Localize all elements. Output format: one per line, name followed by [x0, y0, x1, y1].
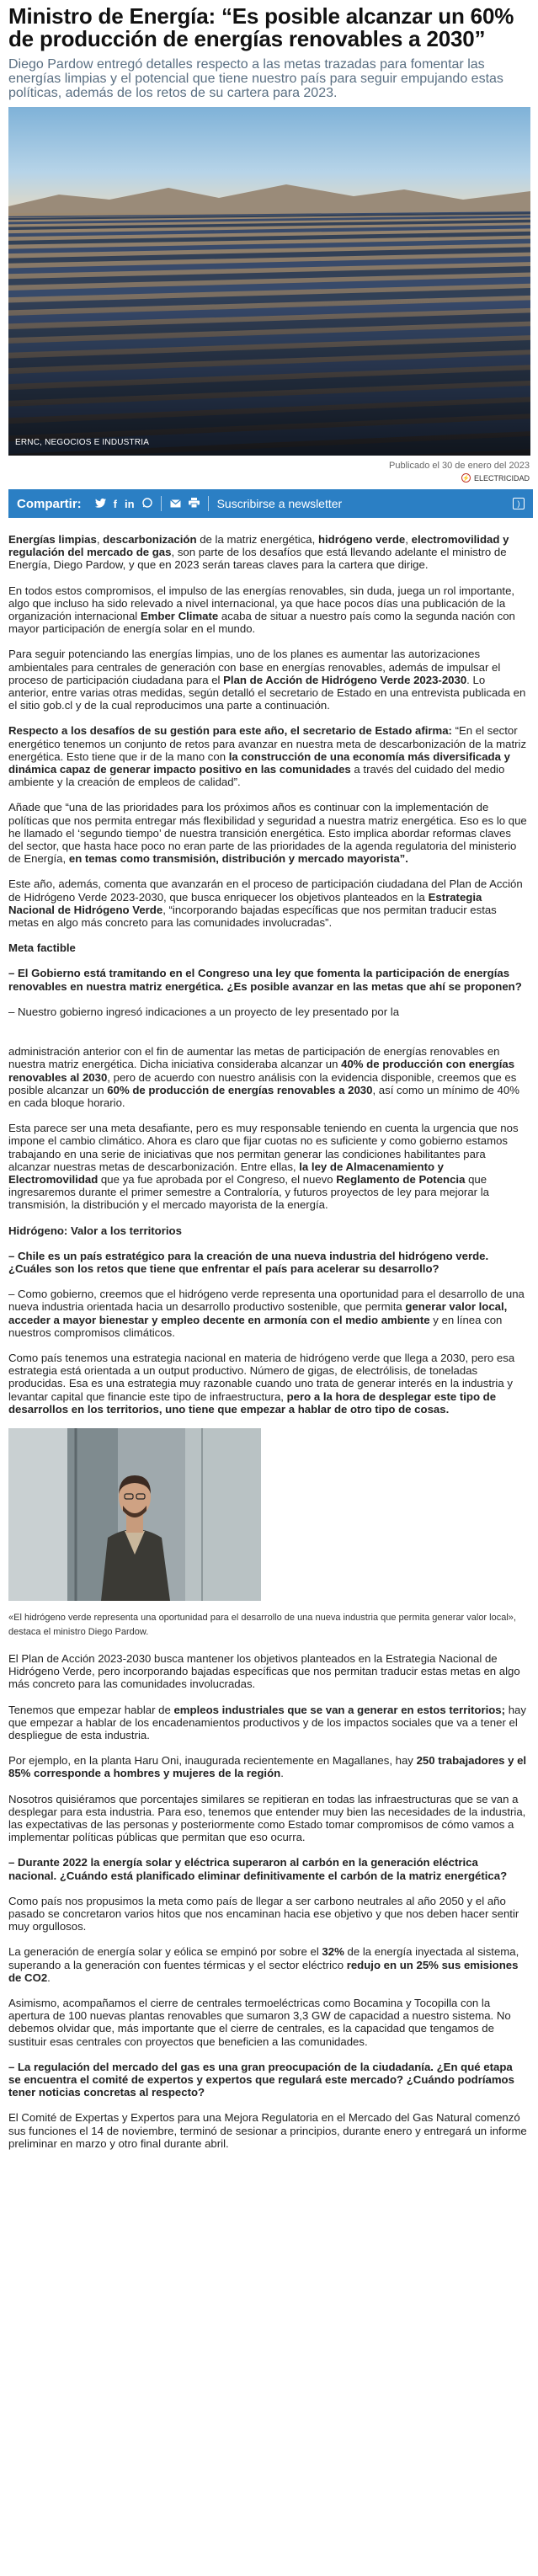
image-category-tag: ERNC, NEGOCIOS E INDUSTRIA: [15, 438, 150, 447]
paragraph-14: Asimismo, acompañamos el cierre de centrales termoeléctricas como Bocamina y Tocopilla con la apertura de 100 nuevas plantas renovables que sumaron 3,3 GW de capacidad a nuestro sistema. No debemos olvidar que, más importante que el cierre de centrales, es la capacidad que tengamos de sustituir esas centrales con proyectos que beneficien a las comunidades.: [8, 1997, 511, 2048]
share-label: Compartir:: [17, 496, 82, 511]
paragraph-5: Añade que “una de las prioridades para los próximos años es continuar con la implementación de políticas que nos permita entregar más flexibilidad y seguridad a nuestra matriz energética. Eso es lo que he llamado el ‘segundo tiempo’ de nuestra transición energética. Esto implica abordar reformas claves del sector, que hasta hace poco no eran parte de las prioridades de la agenda regulatoria del ministerio de Energía, en temas como transmisión, distribución y mercado mayorista”.: [8, 801, 527, 866]
paragraph-3: Para seguir potenciando las energías limpias, uno de los planes es aumentar las autorizaciones ambientales para centrales de generación con base en energías renovables, además de impulsar el proceso de participación ciudadana para el Plan de Acción de Hidrógeno Verde 2023-2030. Lo anterior, entre varias otras medidas, según detalló el secretario de Estado en una entrevista publicada en el sitio gob.cl y de la cual reproducimos una parte a continuación.: [8, 648, 526, 712]
portrait-caption: «El hidrógeno verde representa una oportunidad para el desarrollo de una nueva industria que permita generar valor local», destaca el ministro Diego Pardow.: [8, 1612, 516, 1637]
section-heading-hidrogeno: Hidrógeno: Valor a los territorios: [8, 1224, 182, 1237]
share-utility-icons: [170, 498, 200, 510]
answer-2: – Como gobierno, creemos que el hidrógeno verde representa una oportunidad para el desarrollo de una nueva industria orientada hacia un desarrollo productivo sostenible, que permita generar valor local, acceder a mayor bienestar y empleo decente en armonía con el medio ambiente y en línea con nuestros compromisos climáticos.: [8, 1288, 525, 1339]
answer-1-start: – Nuestro gobierno ingresó indicaciones a un proyecto de ley presentado por la: [8, 1005, 400, 1018]
rss-icon[interactable]: ): [513, 498, 525, 509]
category-label: ELECTRICIDAD: [473, 473, 530, 483]
paragraph-2: En todos estos compromisos, el impulso de las energías renovables, sin duda, juega un rol importante, algo que incluso ha sido relevado a nivel internacional, ya que hace pocos días una publicación de la organización internacional Ember Climate acaba de situar a nuestro país como la segunda nación con mayor participación de energía solar en el mundo.: [8, 584, 515, 636]
paragraph-1: Energías limpias, descarbonización de la matriz energética, hidrógeno verde, electromovilidad y regulación del mercado de gas, son parte de los desafíos que está llevando adelante el ministro de Energía, Diego Pardow, y que en 2023 serán tareas claves para la cartera que dirige.: [8, 533, 509, 572]
minister-portrait: [8, 1428, 261, 1601]
email-icon[interactable]: [170, 498, 181, 510]
spacer: [8, 1031, 528, 1045]
lightning-icon: ⚡: [461, 473, 471, 483]
article-title: Ministro de Energía: “Es posible alcanzar un 60% de producción de energías renovables a 2030”: [8, 3, 514, 51]
share-divider-2: [208, 496, 209, 511]
paragraph-13: La generación de energía solar y eólica se empinó por sobre el 32% de la energía inyectada al sistema, superando a la generación con fuentes térmicas y el sector eléctrico redujo en un 25% sus emisiones de CO2.: [8, 1945, 519, 1984]
answer-3: Como país nos propusimos la meta como país de llegar a ser carbono neutrales al año 2050 y el año pasado se concretaron varios hitos que nos encaminan hacia ese objetivo y que nos deben hacer sentir muy orgullosos.: [8, 1894, 519, 1933]
section-heading-meta: Meta factible: [8, 941, 76, 955]
paragraph-12: Nosotros quisiéramos que porcentajes similares se repitieran en todas las infraestructuras que se van a desplegar para esta industria. Para eso, tenemos que entender muy bien las necesidades de la industria, las expectativas de las personas y posteriormente como Estado tomar compromisos de cómo vamos a implementar políticas públicas que permitan que eso ocurra.: [8, 1792, 526, 1844]
question-4: – La regulación del mercado del gas es una gran preocupación de la ciudadanía. ¿En qué etapa se encuentra el comité de expertos y expertos que regulará este mercado? ¿Cuándo podríamos tener noticias concretas al respecto?: [8, 2060, 514, 2099]
paragraph-11: Por ejemplo, en la planta Haru Oni, inaugurada recientemente en Magallanes, hay 250 trabajadores y el 85% corresponde a hombres y mujeres de la región.: [8, 1754, 527, 1780]
question-3: – Durante 2022 la energía solar y eléctrica superaron al carbón en la generación eléctrica nacional. ¿Cuándo está planificado eliminar definitivamente el carbón de la matriz energética?: [8, 1856, 508, 1882]
paragraph-6: Este año, además, comenta que avanzarán en el proceso de participación ciudadana del Plan de Acción de Hidrógeno Verde 2023-2030, que busca enriquecer los objetivos planteados en la Estrategia Nacional de Hidrógeno Verde, “incorporando bajadas específicas que nos permitan traducir estas metas en algo más concreto para las comunidades involucradas”.: [8, 877, 523, 930]
hero-image: [8, 107, 530, 456]
paragraph-10: Tenemos que empezar hablar de empleos industriales que se van a generar en estos territorios; hay que empezar a hablar de los encadenamientos productivos y de los impactos sociales que va a tener el despliegue de esta industria.: [8, 1703, 526, 1741]
facebook-icon[interactable]: f: [113, 497, 118, 510]
answer-1-continued: administración anterior con el fin de aumentar las metas de participación de energías renovables en nuestra matriz energética. Dicha iniciativa consideraba alcanzar un 40% de producción con energías renovables al 2030, pero de acuerdo con nuestro análisis con la evidencia disponible, creemos que es posible alcanzar un 60% de producción de energías renovables a 2030, así como un mínimo de 40% en cada bloque horario.: [8, 1045, 519, 1109]
whatsapp-icon[interactable]: [142, 498, 152, 510]
paragraph-7: Esta parece ser una meta desafiante, pero es muy responsable teniendo en cuenta la urgencia que nos impone el cambio climático. Ahora es claro que fijar cuotas no es suficiente y como gobierno estamos trabajando en una serie de iniciativas que nos permitan generar las condiciones habilitantes para alcanzar nuestras metas de descarbonización. Entre ellas, la ley de Almacenamiento y Electromovilidad que ya fue aprobada por el Congreso, el nuevo Reglamento de Potencia que ingresaremos durante el primer semestre a Contraloría, y futuros proyectos de ley para mejorar la transmisión, la distribución y el mercado mayorista de la energía.: [8, 1122, 519, 1212]
share-divider: [161, 496, 162, 511]
share-icons: [95, 498, 152, 510]
print-icon[interactable]: [189, 498, 200, 510]
category-link[interactable]: [8, 473, 533, 483]
portrait-illustration: [8, 1428, 261, 1601]
twitter-icon[interactable]: [95, 498, 106, 510]
paragraph-8: Como país tenemos una estrategia nacional en materia de hidrógeno verde que llega a 2030, pero esa estrategia está orientada a un output productivo. Número de gigas, de electrólisis, de toneladas producidas. Esa es una estrategia muy razonable cuando uno trata de generar interés en la industria y levantar capital que financie este tipo de infraestructura, pero a la hora de desplegar este tipo de desarrollos en los territorios, uno tiene que empezar a hablar de otro tipo de cosas.: [8, 1351, 515, 1416]
article-body: [8, 533, 533, 2150]
share-bar: [8, 489, 533, 518]
solar-field-illustration: [8, 107, 530, 456]
question-2: – Chile es un país estratégico para la creación de una nueva industria del hidrógeno verde. ¿Cuáles son los retos que tiene que enfrentar el país para acelerar su desarrollo?: [8, 1249, 489, 1275]
paragraph-9: El Plan de Acción 2023-2030 busca mantener los objetivos planteados en la Estrategia Nacional de Hidrógeno Verde, pero incorporando bajadas específicas que nos permitan traducir estas metas en algo más concreto para las comunidades involucradas.: [8, 1651, 520, 1691]
article-lead: Diego Pardow entregó detalles respecto a las metas trazadas para fomentar las energías limpias y el potencial que tiene nuestro país para seguir empujando estas políticas, además de los retos de su cartera para 2023.: [8, 57, 503, 100]
linkedin-icon[interactable]: in: [125, 497, 135, 510]
paragraph-4: Respecto a los desafíos de su gestión para este año, el secretario de Estado afirma: “En el sector energético tenemos un conjunto de retos para avanzar en nuestra meta de descarbonización de la matriz energética. Esto tiene que ir de la mano con la construcción de una economía más diversificada y dinámica capaz de generar impacto positivo en las comunidades a través del cuidado del medio ambiente y la creación de empleos de calidad”.: [8, 724, 527, 789]
question-1: – El Gobierno está tramitando en el Congreso una ley que fomenta la participación de energías renovables en nuestra matriz energética. ¿Es posible avanzar en las metas que ahí se proponen?: [8, 967, 522, 993]
answer-4: El Comité de Expertas y Expertos para una Mejora Regulatoria en el Mercado del Gas Natural comenzó sus funciones el 14 de noviembre, terminó de sesionar a principios, durante enero y entregará un informe preliminar en marzo y otro final durante abril.: [8, 2111, 527, 2150]
publish-date: Publicado el 30 de enero del 2023: [389, 461, 530, 471]
subscribe-newsletter-link[interactable]: Suscribirse a newsletter: [216, 497, 343, 510]
